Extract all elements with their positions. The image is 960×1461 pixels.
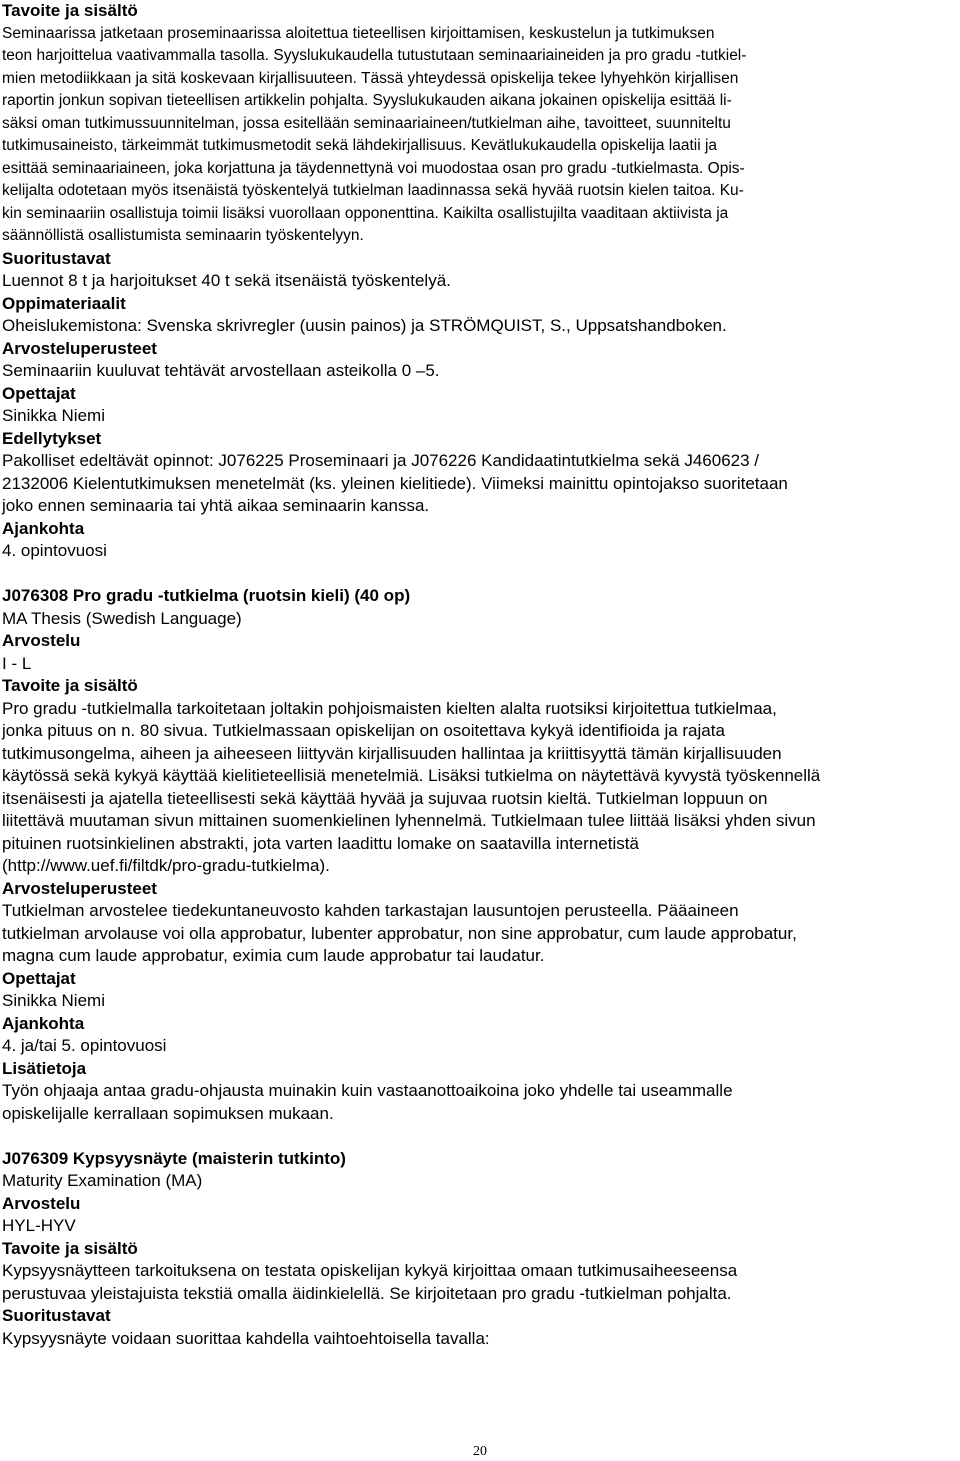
text-line: pituinen ruotsinkielinen abstrakti, jota varten laadittu lomake on saatavilla internetistä [2,833,639,853]
heading-suoritustavat: Suoritustavat [2,248,111,268]
text-line: tutkimusaineisto, tärkeimmät tutkimusmetodit sekä lähdekirjallisuus. Kevätlukukaudella opiskelija laatii ja [2,137,718,154]
heading-ajankohta: Ajankohta [2,518,85,538]
text-line: Tutkielman arvostelee tiedekuntaneuvosto kahden tarkastajan lausuntojen perusteella. Pääaineen [2,901,739,920]
section-gap [2,1125,956,1148]
suoritustavat-text: Luennot 8 t ja harjoitukset 40 t sekä itsenäistä työskentelyä. [2,271,451,290]
course-title: J076308 Pro gradu -tutkielma (ruotsin kieli) (40 op) [2,586,411,605]
heading-edellytykset: Edellytykset [2,428,102,448]
text-line: jonka pituus on n. 80 sivua. Tutkielmassaan opiskelijan on osoitettava kykyä identifioida ja rajata [2,721,725,740]
text-line: itsenäisesti ja ajatella tieteellisesti sekä käyttää hyvää ja sujuvaa ruotsin kieltä. Tutkielman loppuun on [2,788,768,808]
oppimateriaalit-text: Oheislukemistona: Svenska skrivregler (uusin painos) ja STRÖMQUIST, S., Uppsatshandboken. [2,316,727,335]
ajankohta-text: 4. ja/tai 5. opintovuosi [2,1036,167,1055]
opettajat-text: Sinikka Niemi [2,991,105,1010]
text-line: magna cum laude approbatur, eximia cum laude approbatur tai laudatur. [2,946,545,965]
text-line: säksi oman tutkimussuunnitelman, jossa esitellään seminaariaineen/tutkielman aihe, tavoitteet, suunniteltu [2,114,731,132]
text-line: mien metodiikkaan ja sitä koskevaan kirjallisuuteen. Tässä yhteydessä opiskelija tekee lyhyehkön kirjallisen [2,69,739,87]
arvostelu-text: HYL-HYV [2,1216,76,1235]
text-line: 2132006 Kielentutkimuksen menetelmät (ks. yleinen kielitiede). Viimeksi mainittu opintojakso suoritetaan [2,473,788,493]
text-line: (http://www.uef.fi/filtdk/pro-gradu-tutkielma). [2,856,330,875]
heading-suoritustavat: Suoritustavat [2,1306,111,1325]
text-line: Pakolliset edeltävät opinnot: J076225 Proseminaari ja J076226 Kandidaatintutkielma sekä J460623 / [2,451,759,470]
arvostelu-text: I - L [2,653,32,673]
text-line: säännöllistä osallistumista seminaarin työskentelyyn. [2,227,364,244]
course-subtitle: MA Thesis (Swedish Language) [2,608,242,628]
text-line: teon harjoittelua vaativammalla tasolla. Syyslukukaudella tutustutaan seminaariaineiden ja pro gradu -tutkiel- [2,47,747,64]
heading-arvostelu: Arvostelu [2,1193,81,1213]
text-line: opiskelijalle kerrallaan sopimuksen mukaan. [2,1103,334,1123]
document-page [2,0,956,1350]
tavoite-text [2,698,956,878]
section-gap [2,563,956,586]
text-line: joko ennen seminaaria tai yhtä aikaa seminaarin kanssa. [2,496,430,515]
arvosteluperusteet-text: Seminaariin kuuluvat tehtävät arvostellaan asteikolla 0 –5. [2,361,440,380]
suoritustavat-text: Kypsyysnäyte voidaan suorittaa kahdella vaihtoehtoisella tavalla: [2,1328,490,1348]
text-line: Pro gradu -tutkielmalla tarkoitetaan joltakin pohjoismaisten kielten alalta ruotsiksi kirjoitettua tutkielmaa, [2,698,777,718]
heading-arvosteluperusteet: Arvosteluperusteet [2,878,157,898]
heading-opettajat: Opettajat [2,383,76,403]
course-subtitle: Maturity Examination (MA) [2,1171,203,1190]
opettajat-text: Sinikka Niemi [2,406,105,425]
text-line: Seminaarissa jatketaan proseminaarissa aloitettua tieteellisen kirjoittamisen, keskustelun ja tutkimuksen [2,24,715,42]
lisatietoja-text [2,1080,956,1125]
text-line: raportin jonkun sopivan tieteellisen artikkelin pohjalta. Syyslukukauden aikana jokainen opiskelija esittää li- [2,92,732,109]
heading-lisatietoja: Lisätietoja [2,1058,87,1078]
page-number: 20 [473,1444,487,1459]
heading-tavoite: Tavoite ja sisältö [2,1238,138,1258]
text-line: Kypsyysnäytteen tarkoituksena on testata opiskelijan kykyä kirjoittaa omaan tutkimusaiheeseensa [2,1261,738,1280]
heading-tavoite: Tavoite ja sisältö [2,1,138,20]
text-line: perustuvaa yleistajuista tekstiä omalla äidinkielellä. Se kirjoitetaan pro gradu -tutkielman pohjalta. [2,1283,732,1303]
heading-arvostelu: Arvostelu [2,631,81,650]
section-seminar [2,0,956,563]
heading-ajankohta: Ajankohta [2,1013,85,1033]
text-line: käytössä sekä kykyä käyttää kielitieteellisiä menetelmiä. Lisäksi tutkielma on näytettävä kyvystä työskennellä [2,766,821,785]
section-pro-gradu [2,585,956,1125]
heading-arvosteluperusteet: Arvosteluperusteet [2,338,157,358]
tavoite-text [2,23,956,248]
section-kypsyysnayte [2,1148,956,1351]
arvosteluperusteet-text [2,900,956,968]
tavoite-text [2,1260,956,1305]
text-line: kelijalta odotetaan myös itsenäistä työskentelyä tutkielman laadinnassa sekä hyvää ruotsin kielen taitoa. Ku- [2,182,744,199]
heading-opettajat: Opettajat [2,968,76,988]
course-title: J076309 Kypsyysnäyte (maisterin tutkinto) [2,1148,346,1168]
text-line: tutkielman arvolause voi olla approbatur, lubenter approbatur, non sine approbatur, cum laude approbatur, [2,923,797,943]
ajankohta-text: 4. opintovuosi [2,541,107,560]
text-line: liitettävä muutaman sivun mittainen suomenkielinen lyhennelmä. Tutkielmaan tulee liittää lisäksi yhden sivun [2,811,816,830]
edellytykset-text [2,450,956,518]
text-line: esittää seminaariaineen, joka korjattuna ja täydennettynä voi muodostaa osan pro gradu -tutkielmasta. Opis- [2,159,745,177]
text-line: Työn ohjaaja antaa gradu-ohjausta muinakin kuin vastaanottoaikoina joko yhdelle tai useammalle [2,1081,733,1100]
heading-tavoite: Tavoite ja sisältö [2,676,138,695]
heading-oppimateriaalit: Oppimateriaalit [2,293,126,313]
text-line: kin seminaariin osallistuja toimii lisäksi vuorollaan opponenttina. Kaikilta osallistujilta vaaditaan aktiivista ja [2,204,729,222]
text-line: tutkimusongelma, aiheen ja aiheeseen liittyvän kirjallisuuden hallintaa ja kriittisyyttä tämän kirjallisuuden [2,743,782,763]
